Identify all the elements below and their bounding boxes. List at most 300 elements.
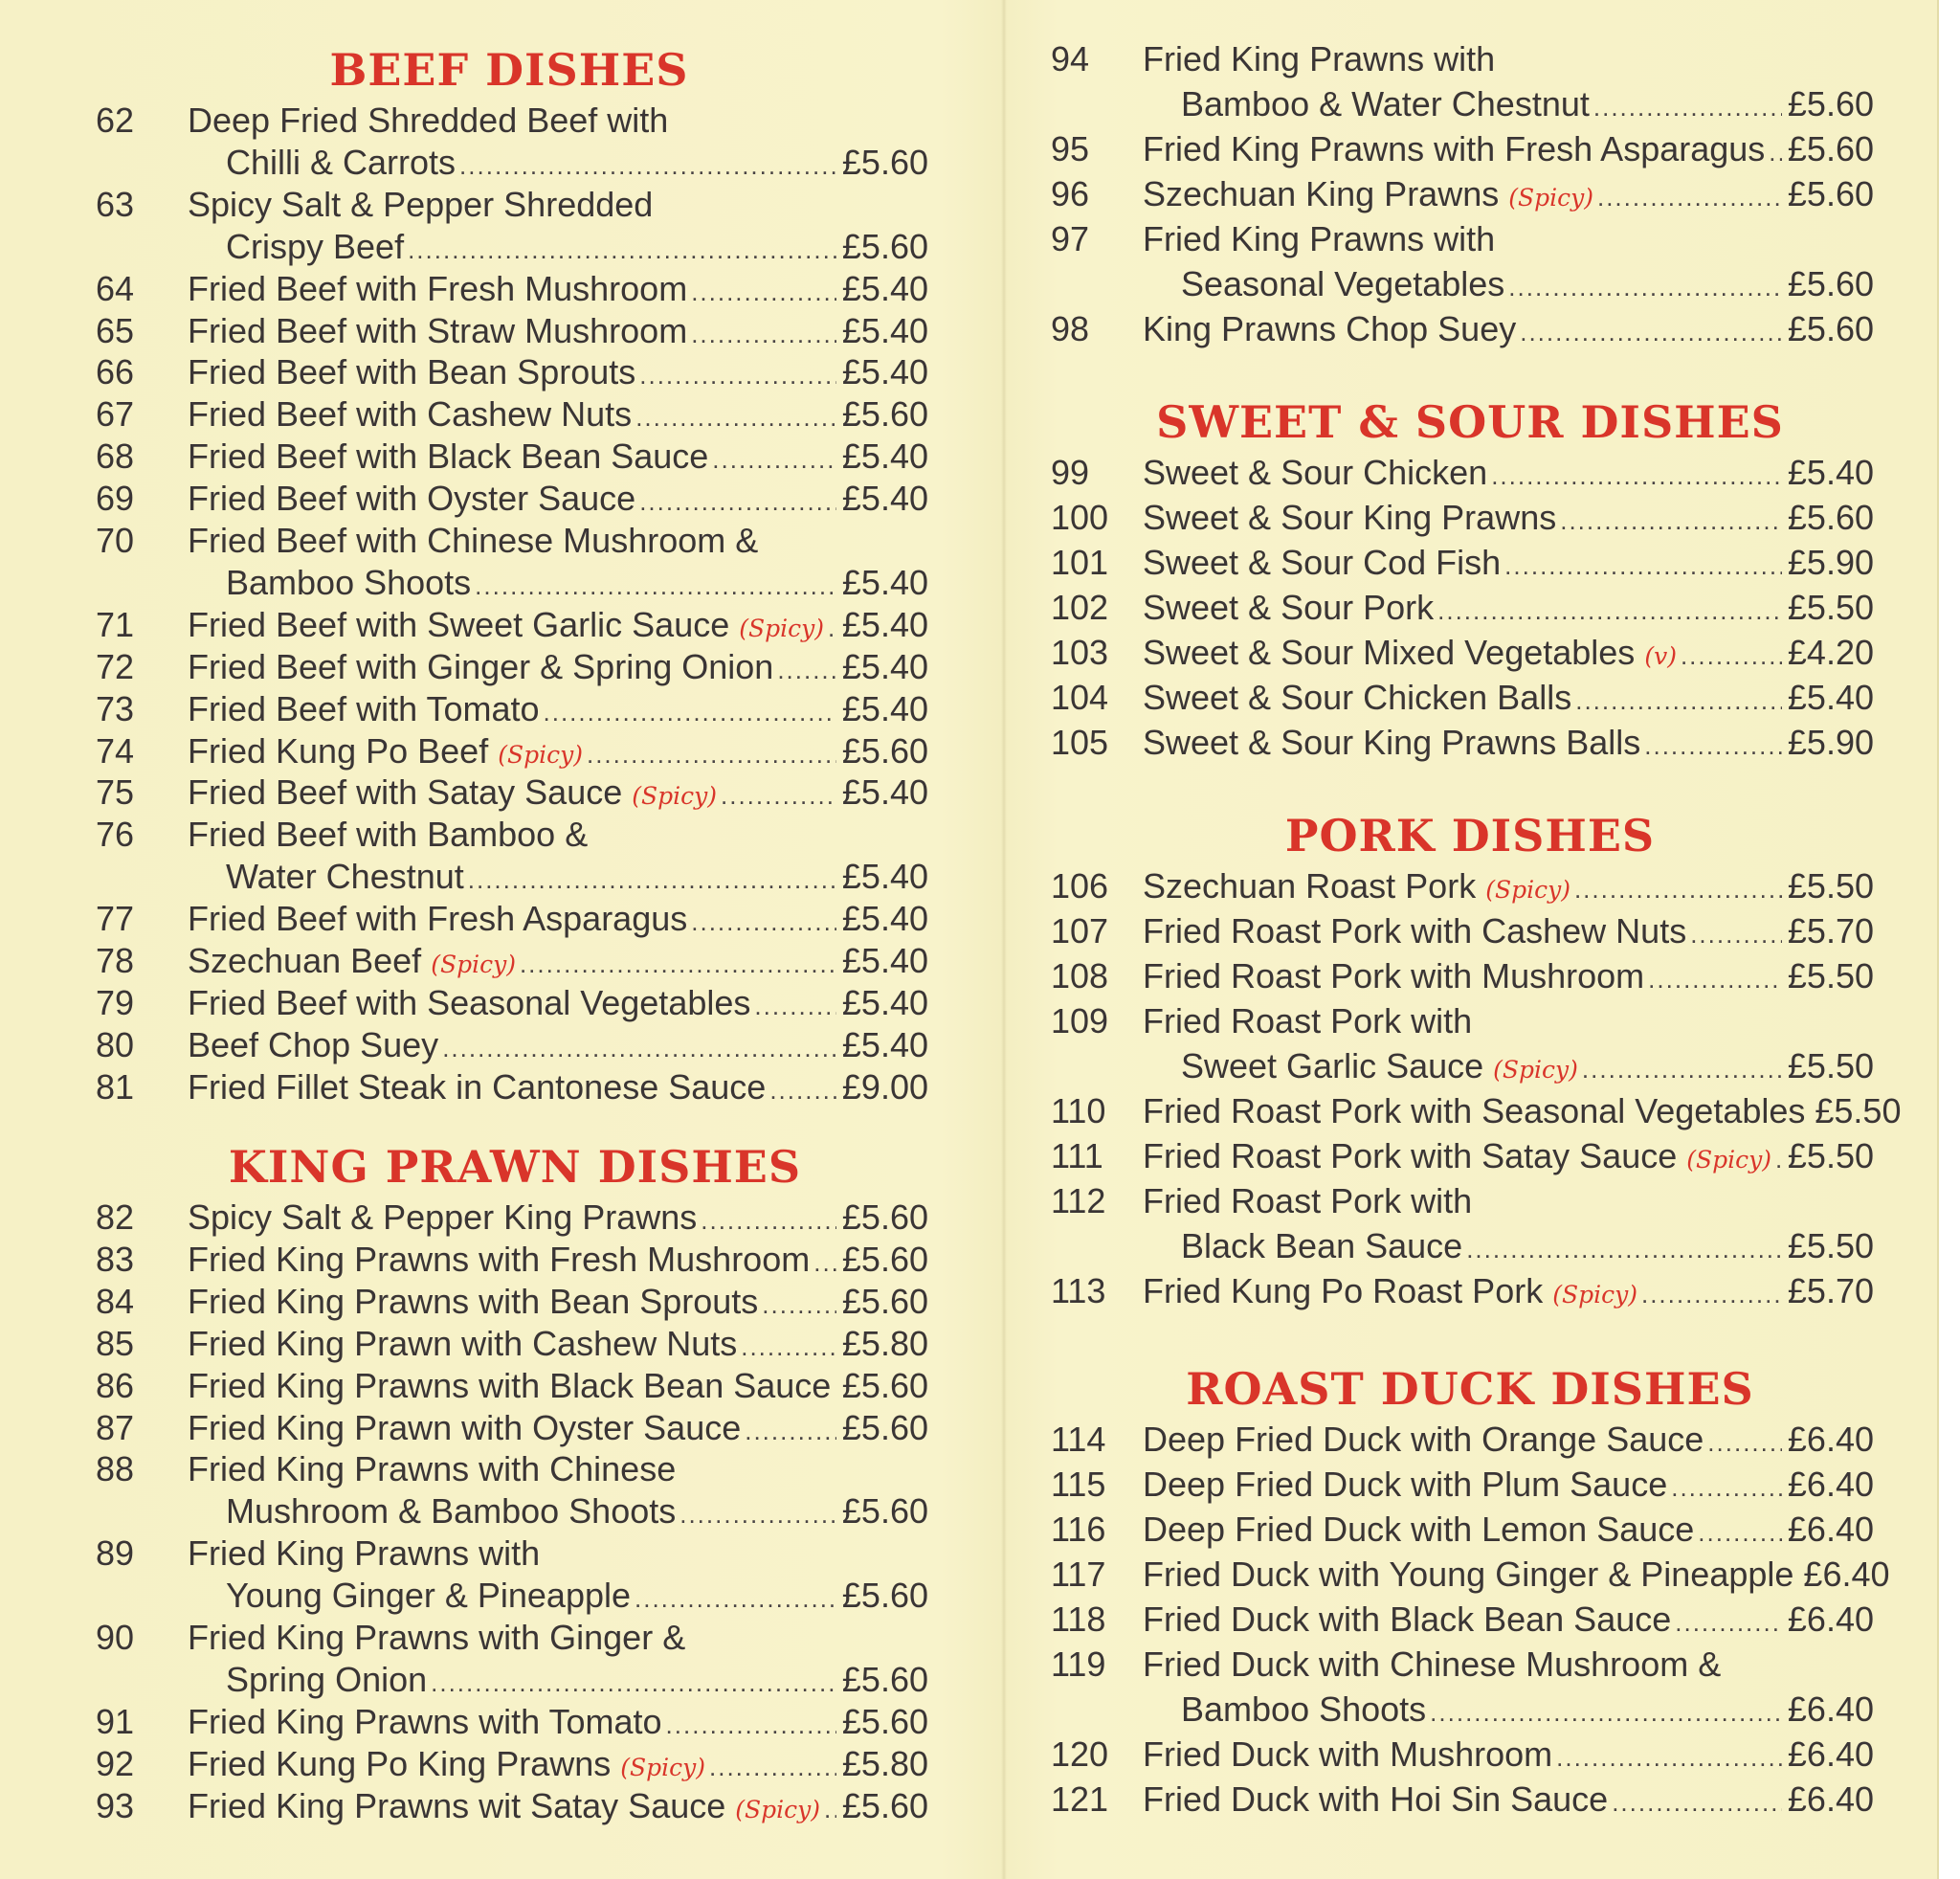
item-price: £5.60 bbox=[841, 1491, 928, 1532]
item-price: £5.90 bbox=[1787, 543, 1874, 582]
item-row bbox=[1143, 1778, 1874, 1823]
item-row bbox=[188, 604, 928, 650]
item-number: 103 bbox=[1051, 633, 1109, 672]
dot-leader bbox=[666, 1704, 836, 1746]
item-number: 104 bbox=[1051, 678, 1109, 717]
item-price: £5.70 bbox=[1787, 1271, 1874, 1310]
item-tag: (Spicy) bbox=[739, 614, 825, 642]
item-price: £5.60 bbox=[841, 394, 928, 435]
dot-leader bbox=[1491, 455, 1782, 497]
section-title: KING PRAWN DISHES bbox=[228, 1141, 802, 1193]
item-price: £5.40 bbox=[841, 1024, 928, 1064]
item-name: Fried King Prawns wit Satay Sauce bbox=[188, 1785, 726, 1825]
item-row bbox=[188, 1066, 928, 1111]
item-row bbox=[226, 1659, 928, 1704]
menu-item bbox=[96, 730, 928, 772]
item-number: 113 bbox=[1051, 1271, 1106, 1310]
item-name: Crispy Beef bbox=[226, 226, 405, 266]
item-row bbox=[1143, 1419, 1874, 1464]
item-row bbox=[1143, 1599, 1874, 1644]
item-name: Fried Beef with Fresh Asparagus bbox=[188, 899, 688, 939]
dot-leader bbox=[1644, 725, 1782, 767]
menu-item bbox=[1051, 1419, 1874, 1464]
item-row bbox=[188, 1701, 928, 1746]
item-row bbox=[226, 142, 928, 187]
menu-item bbox=[96, 772, 928, 814]
item-name: Bamboo Shoots bbox=[226, 562, 472, 602]
item-number: 96 bbox=[1051, 174, 1090, 213]
item-number: 68 bbox=[96, 436, 135, 477]
item-name-line1: Fried King Prawns with bbox=[1143, 219, 1496, 258]
item-name: Fried King Prawns with Fresh Asparagus bbox=[1143, 129, 1766, 168]
menu-item bbox=[96, 1701, 928, 1743]
item-number: 80 bbox=[96, 1024, 135, 1064]
item-row bbox=[1143, 542, 1874, 587]
item-price: £5.40 bbox=[841, 646, 928, 686]
menu-item bbox=[96, 1281, 928, 1323]
item-number: 72 bbox=[96, 646, 135, 686]
item-name: Fried Beef with Sweet Garlic Sauce bbox=[188, 604, 730, 644]
menu-item bbox=[1051, 1090, 1902, 1135]
item-price: £5.40 bbox=[841, 604, 928, 644]
item-number: 77 bbox=[96, 899, 135, 939]
item-price: £9.00 bbox=[841, 1066, 928, 1107]
item-row bbox=[1143, 1554, 1890, 1599]
menu-item bbox=[1051, 1734, 1874, 1778]
item-row bbox=[188, 1197, 928, 1241]
item-name: Fried Kung Po Beef bbox=[188, 730, 489, 771]
item-price: £5.40 bbox=[1787, 678, 1874, 717]
menu-item bbox=[96, 1066, 928, 1108]
dot-leader bbox=[762, 1284, 836, 1326]
item-price: £5.50 bbox=[1787, 1136, 1874, 1175]
item-row bbox=[188, 730, 928, 776]
item-price: £6.40 bbox=[1787, 1779, 1874, 1819]
item-number: 95 bbox=[1051, 129, 1090, 168]
item-number: 69 bbox=[96, 479, 135, 519]
item-name: Fried Beef with Seasonal Vegetables bbox=[188, 982, 751, 1022]
item-row bbox=[188, 688, 928, 733]
item-name: Sweet & Sour Mixed Vegetables bbox=[1143, 633, 1636, 672]
dot-leader bbox=[709, 1746, 836, 1788]
item-name: Seasonal Vegetables bbox=[1181, 264, 1505, 303]
item-number: 74 bbox=[96, 730, 135, 771]
item-row bbox=[1143, 677, 1874, 722]
item-name: Spring Onion bbox=[226, 1659, 428, 1699]
menu-item bbox=[1051, 1270, 1874, 1315]
menu-item bbox=[96, 604, 928, 646]
item-number: 102 bbox=[1051, 588, 1109, 627]
item-tag: (Spicy) bbox=[498, 740, 583, 769]
item-number: 90 bbox=[96, 1618, 135, 1657]
menu-item bbox=[96, 268, 928, 310]
item-price: £5.40 bbox=[841, 899, 928, 939]
item-name: Fried Kung Po Roast Pork bbox=[1143, 1271, 1544, 1310]
item-name-line1: Deep Fried Shredded Beef with bbox=[188, 101, 669, 140]
menu-item bbox=[1051, 1778, 1874, 1823]
item-row bbox=[1143, 308, 1874, 353]
item-price: £5.60 bbox=[841, 226, 928, 266]
item-row bbox=[188, 982, 928, 1027]
item-row bbox=[1143, 1270, 1874, 1316]
item-name: Spicy Salt & Pepper King Prawns bbox=[188, 1197, 698, 1237]
item-number: 109 bbox=[1051, 1001, 1109, 1040]
item-price: £5.80 bbox=[841, 1743, 928, 1783]
menu-item bbox=[96, 688, 928, 730]
menu-item bbox=[1051, 1135, 1874, 1180]
item-name: Fried King Prawns with Tomato bbox=[188, 1701, 662, 1741]
item-number: 81 bbox=[96, 1066, 135, 1107]
item-number: 115 bbox=[1051, 1465, 1106, 1504]
item-name: Fried Beef with Black Bean Sauce bbox=[188, 436, 709, 477]
item-tag: (Spicy) bbox=[1493, 1056, 1578, 1084]
dot-leader bbox=[1597, 176, 1782, 218]
item-price: £5.60 bbox=[1787, 264, 1874, 303]
item-number: 71 bbox=[96, 604, 135, 644]
dot-leader bbox=[1641, 1273, 1782, 1315]
item-price: £5.40 bbox=[841, 772, 928, 813]
dot-leader bbox=[520, 943, 836, 985]
item-name: Fried Roast Pork with Satay Sauce bbox=[1143, 1136, 1678, 1175]
item-number: 112 bbox=[1051, 1181, 1106, 1220]
dot-leader bbox=[712, 438, 836, 481]
item-name: Fried Beef with Straw Mushroom bbox=[188, 310, 688, 350]
item-row bbox=[188, 268, 928, 313]
item-tag: (Spicy) bbox=[632, 782, 718, 811]
item-name: Sweet & Sour King Prawns bbox=[1143, 498, 1557, 537]
item-name: Szechuan Beef bbox=[188, 941, 422, 980]
item-name: Szechuan Roast Pork bbox=[1143, 866, 1477, 906]
item-name-line1: Fried Beef with Bamboo & bbox=[188, 815, 589, 855]
item-name: Sweet & Sour Chicken Balls bbox=[1143, 678, 1572, 717]
dot-leader bbox=[1560, 500, 1782, 542]
item-name: Beef Chop Suey bbox=[188, 1024, 439, 1064]
menu-item bbox=[96, 1785, 928, 1827]
dot-leader bbox=[1582, 1048, 1782, 1090]
item-number: 106 bbox=[1051, 866, 1109, 906]
menu-item bbox=[96, 478, 928, 520]
item-number: 78 bbox=[96, 941, 135, 980]
dot-leader bbox=[1707, 1421, 1782, 1464]
dot-leader bbox=[1690, 913, 1782, 955]
section-title: PORK DISHES bbox=[1284, 810, 1656, 861]
menu-item bbox=[1051, 1509, 1874, 1554]
item-number: 79 bbox=[96, 982, 135, 1022]
item-row bbox=[226, 562, 928, 607]
item-name: Fried Duck with Mushroom bbox=[1143, 1734, 1553, 1774]
item-row bbox=[1143, 452, 1874, 497]
menu-item bbox=[1051, 173, 1874, 218]
menu-item bbox=[96, 184, 928, 268]
item-price: £5.60 bbox=[841, 730, 928, 771]
item-row bbox=[1143, 722, 1874, 767]
menu-item bbox=[1051, 865, 1874, 910]
item-price: £5.60 bbox=[841, 1576, 928, 1616]
dot-leader bbox=[1574, 868, 1782, 910]
item-row bbox=[188, 351, 928, 396]
menu-item bbox=[1051, 1644, 1874, 1734]
item-row bbox=[1181, 1225, 1874, 1270]
menu-item bbox=[1051, 542, 1874, 587]
menu-item bbox=[1051, 587, 1874, 632]
dot-leader bbox=[1437, 590, 1782, 632]
item-name: Deep Fried Duck with Lemon Sauce bbox=[1143, 1510, 1695, 1549]
item-name: Fried Roast Pork with Seasonal Vegetables bbox=[1143, 1091, 1806, 1130]
item-number: 121 bbox=[1051, 1779, 1109, 1819]
item-name: Chilli & Carrots bbox=[226, 142, 457, 182]
item-name: Deep Fried Duck with Orange Sauce bbox=[1143, 1420, 1704, 1459]
dot-leader bbox=[1520, 311, 1782, 353]
item-row bbox=[188, 310, 928, 355]
item-price: £5.50 bbox=[1815, 1091, 1902, 1130]
item-row bbox=[1143, 497, 1874, 542]
item-price: £5.90 bbox=[1787, 723, 1874, 762]
menu-item bbox=[1051, 722, 1874, 767]
dot-leader bbox=[1675, 1601, 1782, 1644]
item-name: Fried Duck with Black Bean Sauce bbox=[1143, 1599, 1672, 1639]
item-price: £5.60 bbox=[1787, 129, 1874, 168]
item-row bbox=[1143, 1509, 1874, 1554]
item-price: £5.40 bbox=[841, 941, 928, 980]
dot-leader bbox=[745, 1410, 836, 1452]
item-row bbox=[1143, 1734, 1874, 1778]
dot-leader bbox=[835, 1368, 836, 1410]
menu-item bbox=[96, 646, 928, 688]
item-number: 62 bbox=[96, 101, 135, 140]
item-number: 76 bbox=[96, 815, 135, 855]
item-row bbox=[1143, 1135, 1874, 1181]
item-number: 119 bbox=[1051, 1644, 1106, 1684]
item-number: 73 bbox=[96, 688, 135, 728]
dot-leader bbox=[691, 313, 836, 355]
dot-leader bbox=[741, 1326, 836, 1368]
menu-item bbox=[96, 814, 928, 898]
menu-item bbox=[96, 898, 928, 940]
item-name-line1: Fried Duck with Chinese Mushroom & bbox=[1143, 1644, 1722, 1684]
dot-leader bbox=[635, 1577, 836, 1620]
item-number: 67 bbox=[96, 394, 135, 435]
dot-leader bbox=[1593, 86, 1782, 128]
dot-leader bbox=[639, 354, 836, 396]
item-row bbox=[1143, 173, 1874, 219]
item-row bbox=[226, 856, 928, 901]
dot-leader bbox=[813, 1241, 836, 1284]
item-number: 120 bbox=[1051, 1734, 1109, 1774]
item-number: 87 bbox=[96, 1407, 135, 1447]
item-number: 91 bbox=[96, 1701, 135, 1741]
dot-leader bbox=[824, 1788, 836, 1830]
item-price: £5.60 bbox=[841, 1785, 928, 1825]
item-number: 110 bbox=[1051, 1091, 1106, 1130]
item-number: 105 bbox=[1051, 723, 1109, 762]
item-number: 66 bbox=[96, 352, 135, 392]
dot-leader bbox=[1698, 1511, 1782, 1554]
item-price: £5.60 bbox=[1787, 498, 1874, 537]
item-price: £6.40 bbox=[1787, 1465, 1874, 1504]
dot-leader bbox=[828, 607, 836, 649]
menu-item bbox=[96, 520, 928, 604]
menu-item bbox=[96, 100, 928, 184]
item-row bbox=[1181, 1689, 1874, 1734]
item-number: 75 bbox=[96, 772, 135, 813]
item-row bbox=[188, 436, 928, 481]
item-name-line1: Fried Beef with Chinese Mushroom & bbox=[188, 521, 759, 560]
item-tag: (Spicy) bbox=[1686, 1146, 1772, 1174]
item-number: 114 bbox=[1051, 1420, 1106, 1459]
item-row bbox=[1143, 128, 1874, 173]
item-name: Fried King Prawns with Black Bean Sauce bbox=[188, 1365, 832, 1405]
menu-item bbox=[96, 1323, 928, 1365]
dot-leader bbox=[691, 271, 836, 313]
item-name: Black Bean Sauce bbox=[1181, 1226, 1463, 1265]
item-row bbox=[188, 1365, 928, 1410]
item-name: Bamboo Shoots bbox=[1181, 1689, 1427, 1729]
item-row bbox=[188, 772, 928, 817]
item-price: £6.40 bbox=[1787, 1689, 1874, 1729]
item-number: 98 bbox=[1051, 309, 1090, 348]
item-name: Deep Fried Duck with Plum Sauce bbox=[1143, 1465, 1668, 1504]
item-name: Fried Duck with Young Ginger & Pineapple bbox=[1143, 1555, 1794, 1594]
item-name: Szechuan King Prawns bbox=[1143, 174, 1500, 213]
item-price: £5.40 bbox=[841, 688, 928, 728]
item-price: £6.40 bbox=[1787, 1734, 1874, 1774]
item-name-line1: Fried King Prawns with Chinese bbox=[188, 1449, 677, 1489]
item-row bbox=[188, 1743, 928, 1789]
item-name: Fried Beef with Oyster Sauce bbox=[188, 479, 636, 519]
item-row bbox=[188, 1024, 928, 1069]
item-row bbox=[1143, 1464, 1874, 1509]
item-price: £5.50 bbox=[1787, 866, 1874, 906]
dot-leader bbox=[721, 774, 836, 816]
item-row bbox=[1143, 910, 1874, 955]
dot-leader bbox=[1769, 131, 1782, 173]
item-name-line1: Spicy Salt & Pepper Shredded bbox=[188, 184, 654, 224]
section-title: ROAST DUCK DISHES bbox=[1186, 1363, 1754, 1415]
item-price: £5.60 bbox=[841, 1239, 928, 1279]
item-number: 116 bbox=[1051, 1510, 1106, 1549]
dot-leader bbox=[1466, 1228, 1782, 1270]
item-name: Sweet & Sour Pork bbox=[1143, 588, 1435, 627]
item-name: Sweet & Sour Cod Fish bbox=[1143, 543, 1502, 582]
dot-leader bbox=[1504, 545, 1782, 587]
item-price: £5.40 bbox=[841, 268, 928, 308]
item-number: 94 bbox=[1051, 39, 1090, 78]
dot-leader bbox=[1575, 680, 1782, 722]
menu-item bbox=[1051, 128, 1874, 173]
menu-item bbox=[1051, 452, 1874, 497]
menu-item bbox=[1051, 1554, 1890, 1599]
dot-leader bbox=[408, 229, 836, 271]
menu-item bbox=[1051, 1464, 1874, 1509]
item-row bbox=[1143, 955, 1874, 1000]
item-name: Fried Beef with Ginger & Spring Onion bbox=[188, 646, 774, 686]
menu-item bbox=[96, 940, 928, 982]
page-fold bbox=[1001, 0, 1007, 1879]
item-tag: (Spicy) bbox=[1485, 876, 1570, 904]
dot-leader bbox=[544, 691, 836, 733]
menu-item bbox=[96, 310, 928, 352]
item-number: 117 bbox=[1051, 1555, 1106, 1594]
menu-item bbox=[1051, 910, 1874, 955]
item-price: £5.40 bbox=[841, 352, 928, 392]
item-price: £6.40 bbox=[1787, 1510, 1874, 1549]
item-tag: (Spicy) bbox=[1552, 1281, 1637, 1309]
dot-leader bbox=[1556, 1736, 1782, 1778]
menu-item bbox=[1051, 677, 1874, 722]
dot-leader bbox=[635, 396, 836, 438]
item-row bbox=[188, 1785, 928, 1831]
dot-leader bbox=[1648, 958, 1782, 1000]
item-price: £5.40 bbox=[841, 857, 928, 897]
section-title: BEEF DISHES bbox=[329, 44, 689, 96]
item-row bbox=[1143, 1090, 1902, 1135]
item-name: Fried King Prawns with Fresh Mushroom bbox=[188, 1239, 811, 1279]
item-row bbox=[1143, 587, 1874, 632]
item-price: £5.40 bbox=[841, 436, 928, 477]
dot-leader bbox=[431, 1662, 836, 1704]
dot-leader bbox=[475, 565, 836, 607]
menu-item bbox=[96, 393, 928, 436]
item-price: £5.50 bbox=[1787, 1046, 1874, 1085]
item-name: Fried Beef with Bean Sprouts bbox=[188, 352, 636, 392]
item-tag: (v) bbox=[1644, 642, 1677, 670]
menu-item bbox=[96, 1197, 928, 1239]
item-price: £5.60 bbox=[841, 1659, 928, 1699]
item-name-line1: Fried King Prawns with Ginger & bbox=[188, 1618, 686, 1657]
item-price: £5.40 bbox=[841, 562, 928, 602]
item-row bbox=[1181, 1045, 1874, 1091]
menu-item bbox=[1051, 955, 1874, 1000]
item-name: Fried Beef with Tomato bbox=[188, 688, 540, 728]
dot-leader bbox=[679, 1493, 836, 1535]
menu-item bbox=[1051, 1000, 1874, 1090]
item-number: 97 bbox=[1051, 219, 1090, 258]
item-price: £5.40 bbox=[841, 479, 928, 519]
menu-item bbox=[96, 1024, 928, 1066]
item-price: £5.40 bbox=[841, 982, 928, 1022]
dot-leader bbox=[468, 859, 836, 901]
item-number: 108 bbox=[1051, 956, 1109, 995]
item-row bbox=[188, 393, 928, 438]
item-number: 93 bbox=[96, 1785, 135, 1825]
item-number: 101 bbox=[1051, 543, 1109, 582]
item-price: £5.70 bbox=[1787, 911, 1874, 951]
menu-item bbox=[1051, 308, 1874, 353]
item-row bbox=[188, 1323, 928, 1368]
dot-leader bbox=[754, 985, 836, 1027]
item-tag: (Spicy) bbox=[620, 1753, 705, 1781]
menu-item bbox=[1051, 632, 1874, 677]
item-row bbox=[188, 898, 928, 943]
dot-leader bbox=[587, 733, 836, 775]
item-number: 85 bbox=[96, 1323, 135, 1363]
item-price: £5.40 bbox=[841, 310, 928, 350]
item-name-line1: Fried King Prawns with bbox=[188, 1533, 541, 1574]
item-price: £5.60 bbox=[841, 142, 928, 182]
menu-item bbox=[1051, 1180, 1874, 1270]
item-price: £5.60 bbox=[841, 1365, 928, 1405]
item-name: Sweet & Sour Chicken bbox=[1143, 453, 1488, 492]
menu-item bbox=[1051, 38, 1874, 128]
item-number: 107 bbox=[1051, 911, 1109, 951]
item-price: £5.50 bbox=[1787, 1226, 1874, 1265]
item-name: Fried Fillet Steak in Cantonese Sauce bbox=[188, 1066, 767, 1107]
menu-item bbox=[1051, 1599, 1874, 1644]
item-number: 111 bbox=[1051, 1136, 1103, 1175]
item-price: £5.60 bbox=[1787, 84, 1874, 123]
item-number: 83 bbox=[96, 1239, 135, 1279]
item-number: 64 bbox=[96, 268, 135, 308]
